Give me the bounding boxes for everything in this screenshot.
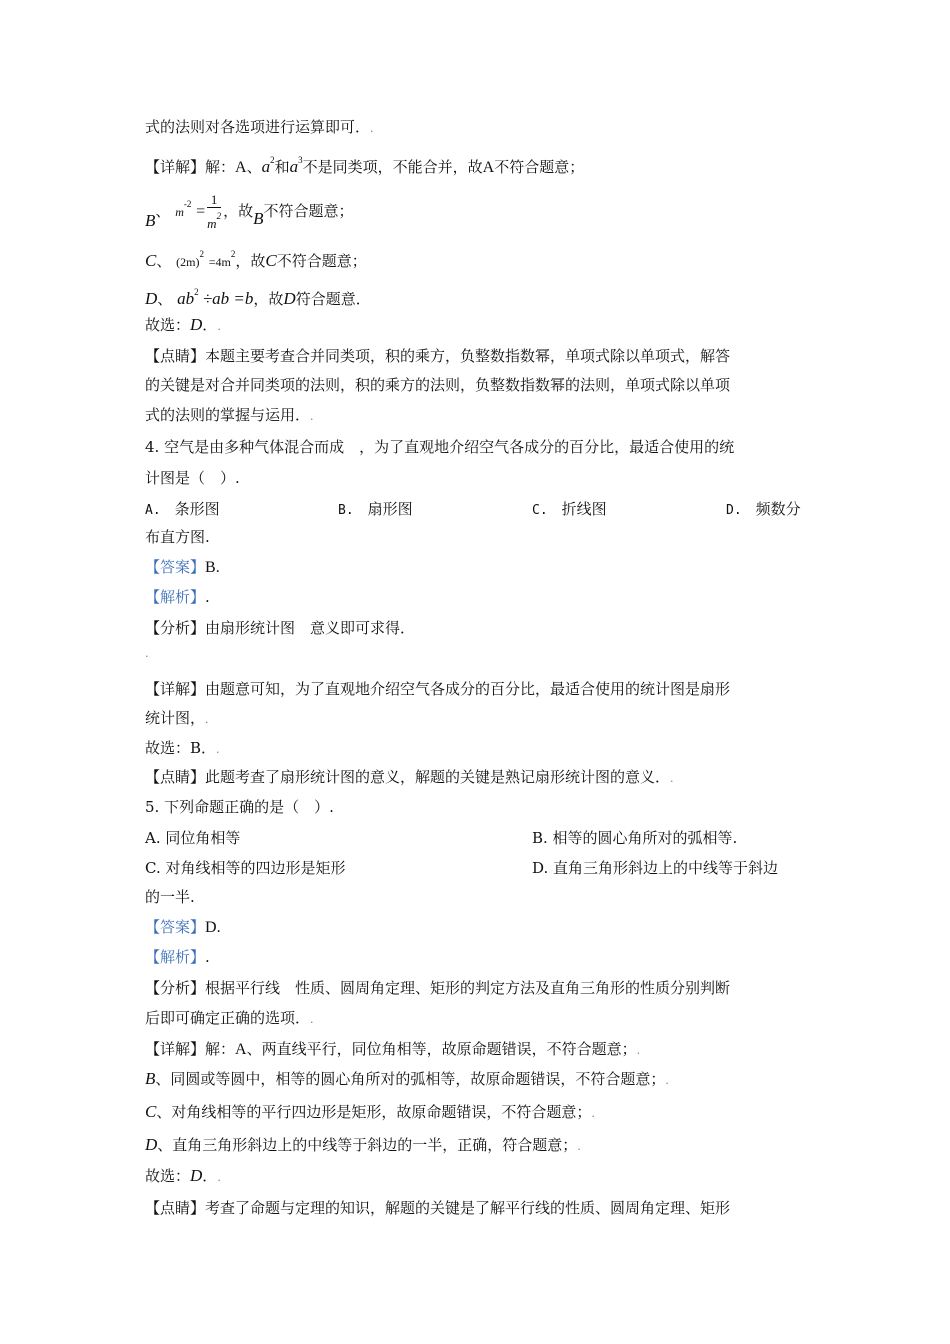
q5-detail-a: 【详解】解：A、两直线平行，同位角相等，故原命题错误，不符合题意；. — [145, 1040, 641, 1058]
q5-comment: 【点睛】考查了命题与定理的知识，解题的关键是了解平行线的性质、圆周角定理、矩形 — [145, 1199, 731, 1217]
q5-option-d-cont: 的一半. — [145, 888, 195, 906]
comment-line: 的关键是对合并同类项的法则，积的乘方的法则，负整数指数幂的法则，单项式除以单项 — [145, 376, 731, 394]
q4-detail: 统计图，. — [145, 709, 209, 727]
q5-option-c: C. 对角线相等的四边形是矩形 — [145, 859, 346, 877]
question-5-stem: 5. 下列命题正确的是（ ）. — [145, 798, 334, 816]
q5-option-a: A. 同位角相等 — [145, 829, 241, 847]
q5-analysis: 后即可确定正确的选项．. — [145, 1009, 314, 1027]
q4-option-c: C. 折线图 — [532, 500, 607, 518]
detail-line-b: B、 $m^{-2}$ = $\frac{1}{m^2}$ ，故B不符合题意； — [145, 191, 354, 231]
q4-select: 故选：B．. — [145, 739, 220, 757]
comment-line: 【点睛】本题主要考查合并同类项，积的乘方，负整数指数幂，单项式除以单项式，解答 — [145, 347, 731, 365]
question-4-stem: 计图是（ ）. — [145, 469, 240, 487]
q4-option-a: A. 条形图 — [145, 500, 220, 518]
q5-detail-d: D、直角三角形斜边上的中线等于斜边的一半，正确，符合题意；. — [145, 1135, 581, 1154]
q4-comment: 【点睛】此题考查了扇形统计图的意义，解题的关键是熟记扇形统计图的意义．. — [145, 768, 674, 786]
detail-line-c: C、 $(2m)^2 =4m^2$，故C不符合题意； — [145, 249, 367, 270]
q5-analysis: 【分析】根据平行线 性质、圆周角定理、矩形的判定方法及直角三角形的性质分别判断 — [145, 979, 731, 997]
answer-select-line: 故选：D．. — [145, 315, 221, 334]
q5-option-b: B. 相等的圆心角所对的弧相等. — [532, 829, 738, 847]
comment-line: 式的法则的掌握与运用．. — [145, 406, 314, 424]
text-line: 式的法则对各选项进行运算即可．. — [145, 118, 374, 136]
detail-line-a: 【详解】解：A、$a^2$和$a^3$不是同类项，不能合并，故A不符合题意； — [145, 155, 585, 176]
q5-answer: 【答案】D. — [145, 918, 221, 936]
q4-analysis: 【分析】由扇形统计图 意义即可求得． — [145, 619, 416, 637]
q4-analysis-label: 【解析】. — [145, 588, 210, 606]
q5-detail-c: C、对角线相等的平行四边形是矩形，故原命题错误，不符合题意；. — [145, 1102, 595, 1121]
stray-mark: . — [145, 647, 149, 660]
q4-detail: 【详解】由题意可知，为了直观地介绍空气各成分的百分比，最适合使用的统计图是扇形 — [145, 680, 731, 698]
q5-option-d: D. 直角三角形斜边上的中线等于斜边 — [532, 859, 779, 877]
q4-option-d: D. 频数分 — [726, 500, 801, 518]
q4-option-d-cont: 布直方图. — [145, 528, 210, 546]
question-4-stem: 4. 空气是由多种气体混合而成 ，为了直观地介绍空气各成分的百分比，最适合使用的统 — [145, 438, 735, 456]
q5-detail-b: B、同圆或等圆中，相等的圆心角所对的弧相等，故原命题错误，不符合题意；. — [145, 1069, 669, 1088]
fraction: $\frac{1}{m^2}$ — [207, 191, 222, 231]
detail-line-d: D、 $ab^2 \div ab =b$，故D符合题意． — [145, 287, 371, 308]
q5-select: 故选：D．. — [145, 1166, 221, 1185]
q4-option-b: B. 扇形图 — [338, 500, 413, 518]
q5-analysis-label: 【解析】. — [145, 948, 210, 966]
q4-answer: 【答案】B. — [145, 558, 220, 576]
